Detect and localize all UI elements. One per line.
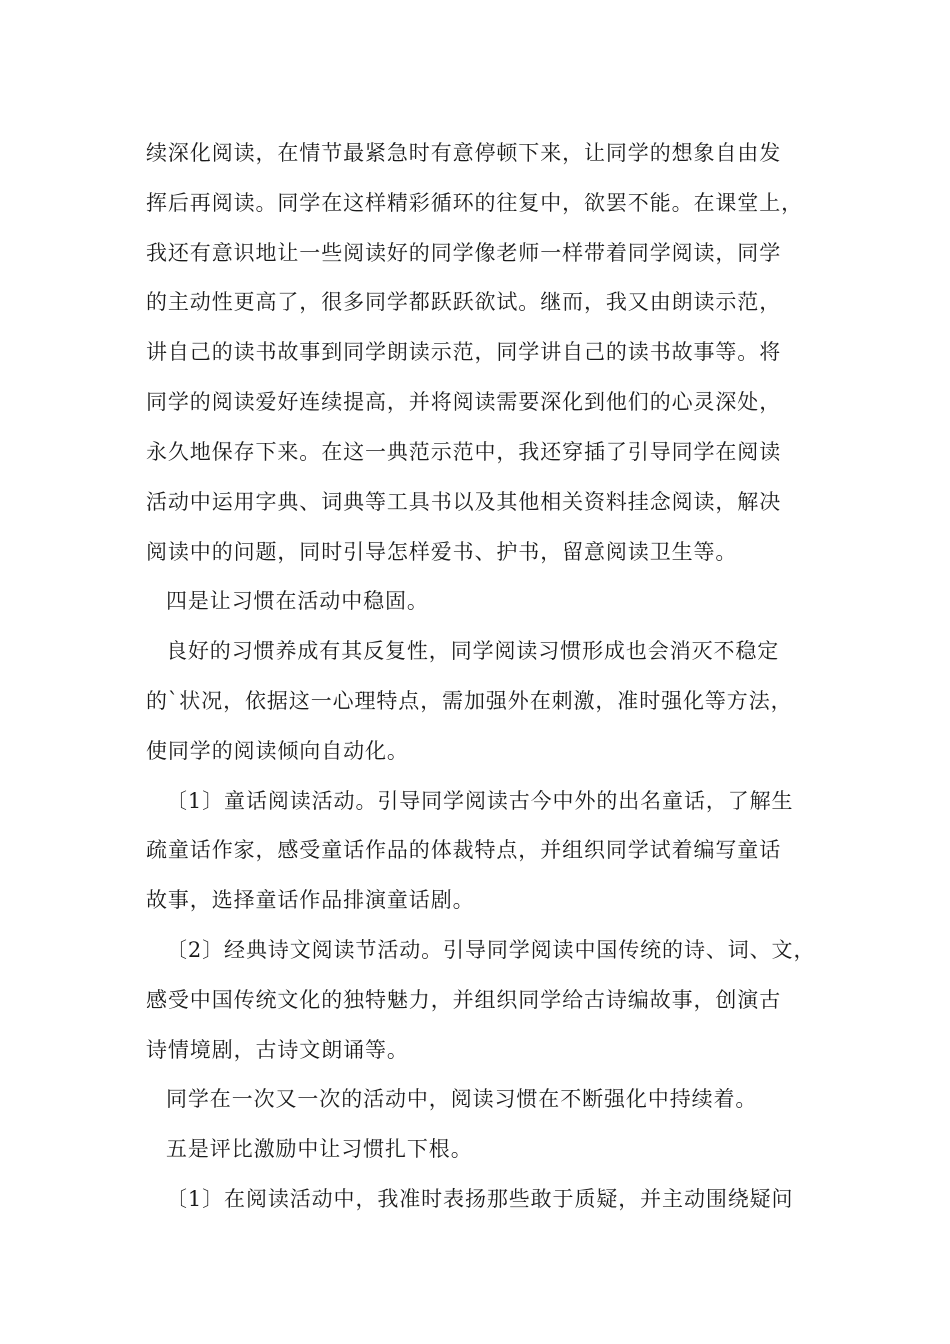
text-line-3: 我还有意识地让一些阅读好的同学像老师一样带着同学阅读，同学 <box>146 241 782 265</box>
text-line-1: 续深化阅读，在情节最紧急时有意停顿下来，让同学的想象自由发 <box>146 141 782 165</box>
text-line-15: 疏童话作家，感受童话作品的体裁特点，并组织同学试着编写童话 <box>146 838 782 862</box>
text-line-4: 的主动性更高了，很多同学都跃跃欲试。继而，我又由朗读示范， <box>146 290 782 314</box>
text-line-5: 讲自己的读书故事到同学朗读示范，同学讲自己的读书故事等。将 <box>146 340 782 364</box>
text-line-22: 〔1〕在阅读活动中，我准时表扬那些敢于质疑，并主动围绕疑问 <box>166 1187 794 1211</box>
text-line-13: 使同学的阅读倾向自动化。 <box>146 739 409 763</box>
section-heading-four: 四是让习惯在活动中稳固。 <box>166 589 429 613</box>
text-line-8: 活动中运用字典、词典等工具书以及其他相关资料挂念阅读，解决 <box>146 490 782 514</box>
text-line-16: 故事，选择童话作品排演童话剧。 <box>146 888 475 912</box>
text-line-18: 感受中国传统文化的独特魅力，并组织同学给古诗编故事，创演古 <box>146 988 782 1012</box>
text-line-9: 阅读中的问题，同时引导怎样爱书、护书，留意阅读卫生等。 <box>146 540 738 564</box>
text-line-6: 同学的阅读爱好连续提高，并将阅读需要深化到他们的心灵深处， <box>146 390 782 414</box>
text-line-7: 永久地保存下来。在这一典范示范中，我还穿插了引导同学在阅读 <box>146 440 782 464</box>
section-heading-five: 五是评比激励中让习惯扎下根。 <box>166 1137 473 1161</box>
text-line-2: 挥后再阅读。同学在这样精彩循环的往复中，欲罢不能。在课堂上， <box>146 191 803 215</box>
text-line-19: 诗情境剧，古诗文朗诵等。 <box>146 1038 409 1062</box>
text-line-17: 〔2〕经典诗文阅读节活动。引导同学阅读中国传统的诗、词、文， <box>166 938 816 962</box>
text-line-20: 同学在一次又一次的活动中，阅读习惯在不断强化中持续着。 <box>166 1087 758 1111</box>
text-line-14: 〔1〕童话阅读活动。引导同学阅读古今中外的出名童话，了解生 <box>166 789 794 813</box>
text-line-12: 的`状况，依据这一心理特点，需加强外在刺激，准时强化等方法， <box>146 689 793 713</box>
text-line-11: 良好的习惯养成有其反复性，同学阅读习惯形成也会消灭不稳定 <box>166 639 780 663</box>
